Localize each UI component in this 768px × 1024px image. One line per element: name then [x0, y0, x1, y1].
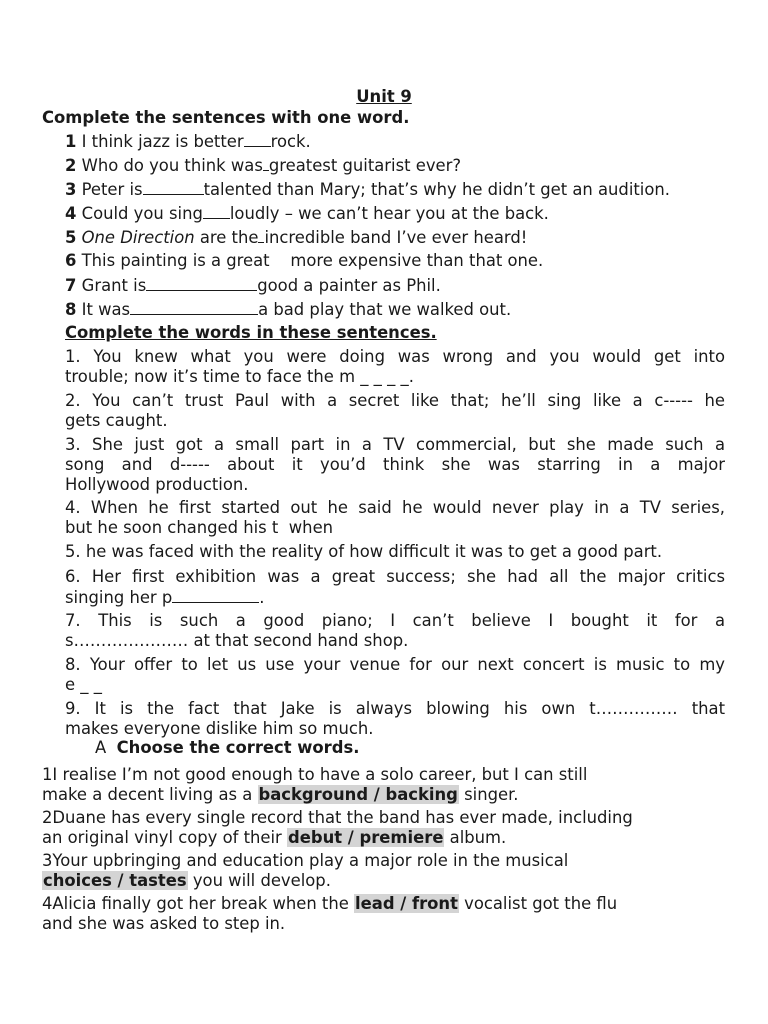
- item-number: 8: [65, 300, 77, 319]
- word-item-6: 6. Her first exhibition was a great success; she had all the major critics singing her p .: [65, 567, 725, 607]
- word-choice[interactable]: choices / tastes: [43, 871, 187, 890]
- word-item-8: 8. Your offer to let us use your venue for our next concert is music to my e _ _: [65, 655, 725, 694]
- section2-heading: Complete the words in these sentences.: [65, 323, 437, 342]
- sentence-6: 6 This painting is a great more expensive than that one.: [65, 251, 544, 270]
- sentence-1: 1 I think jazz is better rock.: [65, 132, 311, 151]
- word-item-9: 9. It is the fact that Jake is always blowing his own t…………… that makes everyone dislike him so much.: [65, 699, 725, 738]
- section3-title: Choose the correct words.: [116, 738, 360, 757]
- choice-item-3: 3Your upbringing and education play a major role in the musical choices / tastes you will develop.: [42, 851, 569, 890]
- word-choice[interactable]: lead / front: [355, 894, 458, 913]
- answer-blank: [130, 299, 258, 315]
- section-letter: A: [95, 738, 107, 757]
- item-number: 4: [65, 204, 77, 223]
- unit-title: Unit 9: [356, 87, 412, 106]
- word-item-5: 5. he was faced with the reality of how difficult it was to get a good part.: [65, 542, 663, 561]
- sentence-3: 3 Peter is talented than Mary; that’s why he didn’t get an audition.: [65, 180, 670, 199]
- item-number: 6: [65, 251, 77, 270]
- word-item-4: 4. When he first started out he said he would never play in a TV series, but he soon changed his t when: [65, 498, 725, 537]
- sentence-4: 4 Could you sing loudly – we can’t hear you at the back.: [65, 204, 549, 223]
- item-number: 5: [65, 228, 77, 247]
- word-choice[interactable]: debut / premiere: [288, 828, 444, 847]
- choice-item-2: 2Duane has every single record that the band has ever made, including an original vinyl copy of their debut / premiere album.: [42, 808, 633, 847]
- section1-heading: Complete the sentences with one word.: [42, 108, 410, 127]
- answer-blank: [244, 131, 271, 147]
- word-choice[interactable]: background / backing: [258, 785, 458, 804]
- item-number: 7: [65, 276, 77, 295]
- sentence-2: 2 Who do you think was greatest guitarist ever?: [65, 156, 462, 175]
- sentence-8: 8 It was a bad play that we walked out.: [65, 300, 512, 319]
- word-item-1: 1. You knew what you were doing was wrong and you would get into trouble; now it’s time to face the m _ _ _ _.: [65, 347, 725, 386]
- answer-blank: [203, 203, 230, 219]
- choice-item-4: 4Alicia finally got her break when the lead / front vocalist got the flu and she was asked to step in.: [42, 894, 618, 933]
- answer-blank: [172, 587, 259, 603]
- answer-blank: [146, 275, 257, 291]
- section3-heading: [95, 738, 359, 758]
- word-item-7: 7. This is such a good piano; I can’t believe I bought it for a s………………… at that second hand shop.: [65, 611, 725, 650]
- sentence-7: 7 Grant is good a painter as Phil.: [65, 276, 441, 295]
- choice-item-1: 1I realise I’m not good enough to have a solo career, but I can still make a decent living as a background / backing singer.: [42, 765, 588, 804]
- word-item-2: 2. You can’t trust Paul with a secret like that; he’ll sing like a c----- he gets caught.: [65, 391, 725, 430]
- word-item-3: 3. She just got a small part in a TV commercial, but she made such a song and d----- about it you’d think she was starring in a major Hollywood production.: [65, 435, 725, 494]
- answer-blank: [143, 179, 204, 195]
- item-number: 2: [65, 156, 77, 175]
- item-number: 3: [65, 180, 77, 199]
- sentence-5: 5 One Direction are the incredible band I’ve ever heard!: [65, 228, 528, 247]
- item-number: 1: [65, 132, 77, 151]
